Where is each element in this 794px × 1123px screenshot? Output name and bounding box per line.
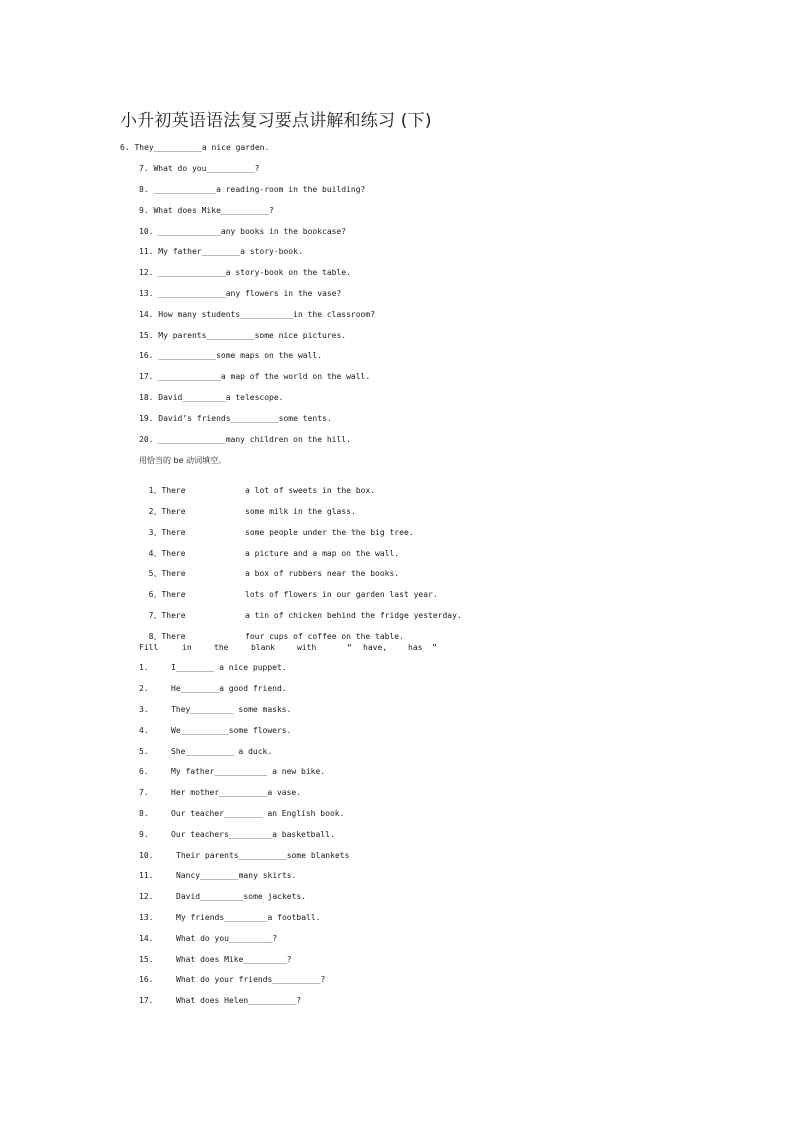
exercise-line	[139, 871, 297, 881]
heading-word: Fill	[139, 643, 159, 652]
exercise-line	[139, 663, 287, 673]
item-number: 7.	[139, 788, 149, 797]
item-number: 16.	[139, 975, 154, 984]
exercise-line	[139, 518, 414, 538]
exercise-line: 15. My parents__________some nice pictures.	[139, 331, 347, 340]
item-number: 6、There	[148, 590, 186, 599]
exercise-line: 18. David_________a telescope.	[139, 393, 284, 402]
item-number: 4、There	[148, 549, 186, 558]
item-text: Our teacher________ an English book.	[171, 809, 345, 818]
exercise-line: 20. ______________many children on the hill.	[139, 435, 351, 444]
page-title: 小升初英语语法复习要点讲解和练习 (下)	[120, 111, 432, 131]
heading-word: with	[297, 643, 317, 652]
exercise-line: 19. David’s friends__________some tents.	[139, 414, 332, 423]
item-text: Their parents__________some blankets	[176, 851, 350, 860]
item-number: 2.	[139, 684, 149, 693]
item-text: lots of flowers in our garden last year.	[245, 590, 438, 599]
item-text: some milk in the glass.	[245, 507, 356, 516]
item-number: 15.	[139, 955, 154, 964]
item-number: 11.	[139, 871, 154, 880]
exercise-line: 13. ______________any flowers in the vase?	[139, 289, 342, 298]
exercise-line	[139, 539, 400, 559]
exercise-line: 9. What does Mike__________?	[139, 206, 274, 215]
item-text: a box of rubbers near the books.	[245, 569, 400, 578]
item-text: My father___________ a new bike.	[171, 767, 326, 776]
item-text: Our teachers_________a basketball.	[171, 830, 335, 839]
item-number: 4.	[139, 726, 149, 735]
exercise-line: 8. _____________a reading-room in the building?	[139, 185, 366, 194]
item-number: 12.	[139, 892, 154, 901]
heading-word: in	[182, 643, 192, 652]
heading-word: ”	[432, 643, 437, 652]
item-text: a lot of sweets in the box.	[245, 486, 376, 495]
exercise-line: 12. ______________a story-book on the table.	[139, 268, 351, 277]
item-number: 8.	[139, 809, 149, 818]
exercise-line	[139, 622, 404, 642]
item-number: 3、There	[148, 528, 186, 537]
exercise-line	[139, 830, 335, 840]
item-text: Nancy________many skirts.	[176, 871, 297, 880]
item-text: What does Helen__________?	[176, 996, 302, 1005]
item-text: What do you_________?	[176, 934, 278, 943]
heading-word: the	[214, 643, 229, 652]
item-number: 1、There	[148, 486, 186, 495]
exercise-line	[139, 705, 292, 715]
exercise-line	[139, 684, 287, 694]
item-number: 10.	[139, 851, 154, 860]
item-number: 2、There	[148, 507, 186, 516]
item-text: some people under the the big tree.	[245, 528, 414, 537]
item-text: My friends_________a football.	[176, 913, 321, 922]
exercise-line	[139, 476, 376, 496]
exercise-line	[139, 559, 400, 579]
exercise-line	[139, 809, 345, 819]
exercise-line: 14. How many students___________in the classroom?	[139, 310, 376, 319]
exercise-line	[139, 747, 273, 757]
item-text: I________ a nice puppet.	[171, 663, 287, 672]
item-number: 14.	[139, 934, 154, 943]
item-text: They_________ some masks.	[171, 705, 292, 714]
exercise-line	[139, 767, 326, 777]
exercise-line: 7. What do you__________?	[139, 164, 260, 173]
item-number: 6.	[139, 767, 149, 776]
exercise-line	[139, 497, 356, 517]
item-text: What do your friends__________?	[176, 975, 326, 984]
heading-word: have,	[363, 643, 388, 652]
item-number: 5.	[139, 747, 149, 756]
item-text: Her mother__________a vase.	[171, 788, 302, 797]
item-number: 3.	[139, 705, 149, 714]
exercise-line	[139, 788, 302, 798]
exercise-line	[139, 726, 292, 736]
exercise-line	[139, 934, 278, 944]
exercise-line: 17. _____________a map of the world on the wall.	[139, 372, 371, 381]
exercise-line	[139, 580, 438, 600]
heading-word: has	[408, 643, 423, 652]
item-text: a picture and a map on the wall.	[245, 549, 400, 558]
exercise-line	[139, 996, 302, 1006]
exercise-line: 10. _____________any books in the bookcase?	[139, 227, 347, 236]
heading-word: blank	[251, 643, 276, 652]
item-number: 9.	[139, 830, 149, 839]
item-text: She__________ a duck.	[171, 747, 273, 756]
exercise-line	[139, 892, 307, 902]
item-number: 17.	[139, 996, 154, 1005]
item-number: 13.	[139, 913, 154, 922]
section-heading: 用恰当的 be 动词填空。	[139, 456, 227, 465]
exercise-line	[139, 851, 350, 861]
item-text: a tin of chicken behind the fridge yesterday.	[245, 611, 462, 620]
exercise-line	[139, 955, 292, 965]
item-number: 8、There	[148, 632, 186, 641]
exercise-line	[139, 975, 326, 985]
item-text: David_________some jackets.	[176, 892, 307, 901]
heading-word: “	[347, 643, 352, 652]
item-text: He________a good friend.	[171, 684, 287, 693]
item-text: What does Mike_________?	[176, 955, 292, 964]
exercise-line	[139, 913, 321, 923]
exercise-line	[139, 601, 462, 621]
exercise-line: 11. My father________a story-book.	[139, 247, 303, 256]
item-number: 5、There	[148, 569, 186, 578]
item-number: 7、There	[148, 611, 186, 620]
exercise-line: 16. ____________some maps on the wall.	[139, 351, 323, 360]
item-text: four cups of coffee on the table.	[245, 632, 404, 641]
item-number: 1.	[139, 663, 149, 672]
exercise-line: 6. They__________a nice garden.	[120, 143, 270, 152]
item-text: We__________some flowers.	[171, 726, 292, 735]
